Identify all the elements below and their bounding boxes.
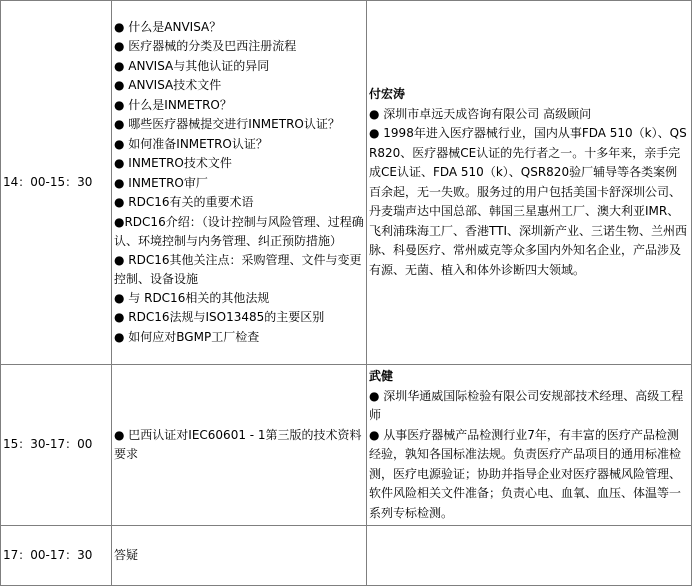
list-item: ● 什么是INMETRO？ (114, 97, 232, 112)
speaker-cell (367, 526, 692, 586)
list-item: ● ANVISA技术文件 (114, 78, 222, 93)
list-item: ● 与 RDC16相关的其他法规 (114, 290, 270, 305)
list-item: ● 如何应对BGMP工厂检查 (114, 329, 260, 344)
list-item: ● RDC16其他关注点：采购管理、文件与变更控制、设备设施 (114, 252, 362, 286)
list-item: ● RDC16有关的重要术语 (114, 195, 254, 210)
time-cell: 15：30-17：00 (1, 365, 112, 526)
topic-text: ● 巴西认证对IEC60601 - 1第三版的技术资料要求 (114, 427, 362, 461)
list-item: ● INMETRO技术文件 (114, 156, 232, 171)
speaker-name: 付宏涛 (369, 87, 406, 101)
time-cell: 14：00-15：30 (1, 1, 112, 365)
list-item: ●RDC16介绍：（设计控制与风险管理、过程确认、环境控制与内务管理、纠正预防措施） (114, 214, 364, 248)
topics-cell (112, 365, 367, 526)
speaker-bio: ● 1998年进入医疗器械行业，国内从事FDA 510（k）、QSR820、医疗器械CE认证的先行者之一。十多年来，亲手完成CE认证、FDA 510（k）、QSR820验厂辅导等各类案例百余起，无一失败。服务过的用户包括美国卡舒深圳公司、丹麦瑞声达中国总部、韩国三星惠州工厂、澳大利亚IMR、飞利浦珠海工厂、香港TTI、深圳新产业、三诺生物、兰州西脉、科曼医疗、常州威克等众多国内外知名企业，产品涉及有源、无菌、植入和体外诊断四大领域。 (369, 126, 687, 277)
time-cell: 17：00-17：30 (1, 526, 112, 586)
list-item: ● 什么是ANVISA？ (114, 19, 222, 34)
list-item: ● 如何准备INMETRO认证？ (114, 136, 268, 151)
list-item: ● 哪些医疗器械提交进行INMETRO认证？ (114, 117, 340, 132)
list-item: ● RDC16法规与ISO13485的主要区别 (114, 310, 325, 325)
speaker-title: ● 深圳市卓远天成咨询有限公司 高级顾问 (369, 106, 592, 121)
topics-cell: 答疑 (112, 526, 367, 586)
list-item: ● 医疗器械的分类及巴西注册流程 (114, 39, 297, 54)
list-item: ● INMETRO审厂 (114, 175, 208, 190)
speaker-name: 武健 (369, 369, 394, 383)
topic-list (114, 18, 364, 348)
schedule-row (1, 1, 692, 365)
list-item: ● ANVISA与其他认证的异同 (114, 58, 270, 73)
speaker-title: ● 深圳华通威国际检验有限公司安规部技术经理、高级工程师 (369, 388, 684, 422)
speaker-cell (367, 365, 692, 526)
schedule-row (1, 365, 692, 526)
speaker-cell (367, 1, 692, 365)
topics-cell (112, 1, 367, 365)
speaker-bio: ● 从事医疗器械产品检测行业7年，有丰富的医疗产品检测经验，孰知各国标准法规。负责医疗产品项目的通用标准检测，医疗电源验证；协助并指导企业对医疗器械风险管理、软件风险相关文件准备；负责心电、血氧、血压、体温等一系列专标检测。 (369, 427, 682, 520)
schedule-row (1, 526, 692, 586)
